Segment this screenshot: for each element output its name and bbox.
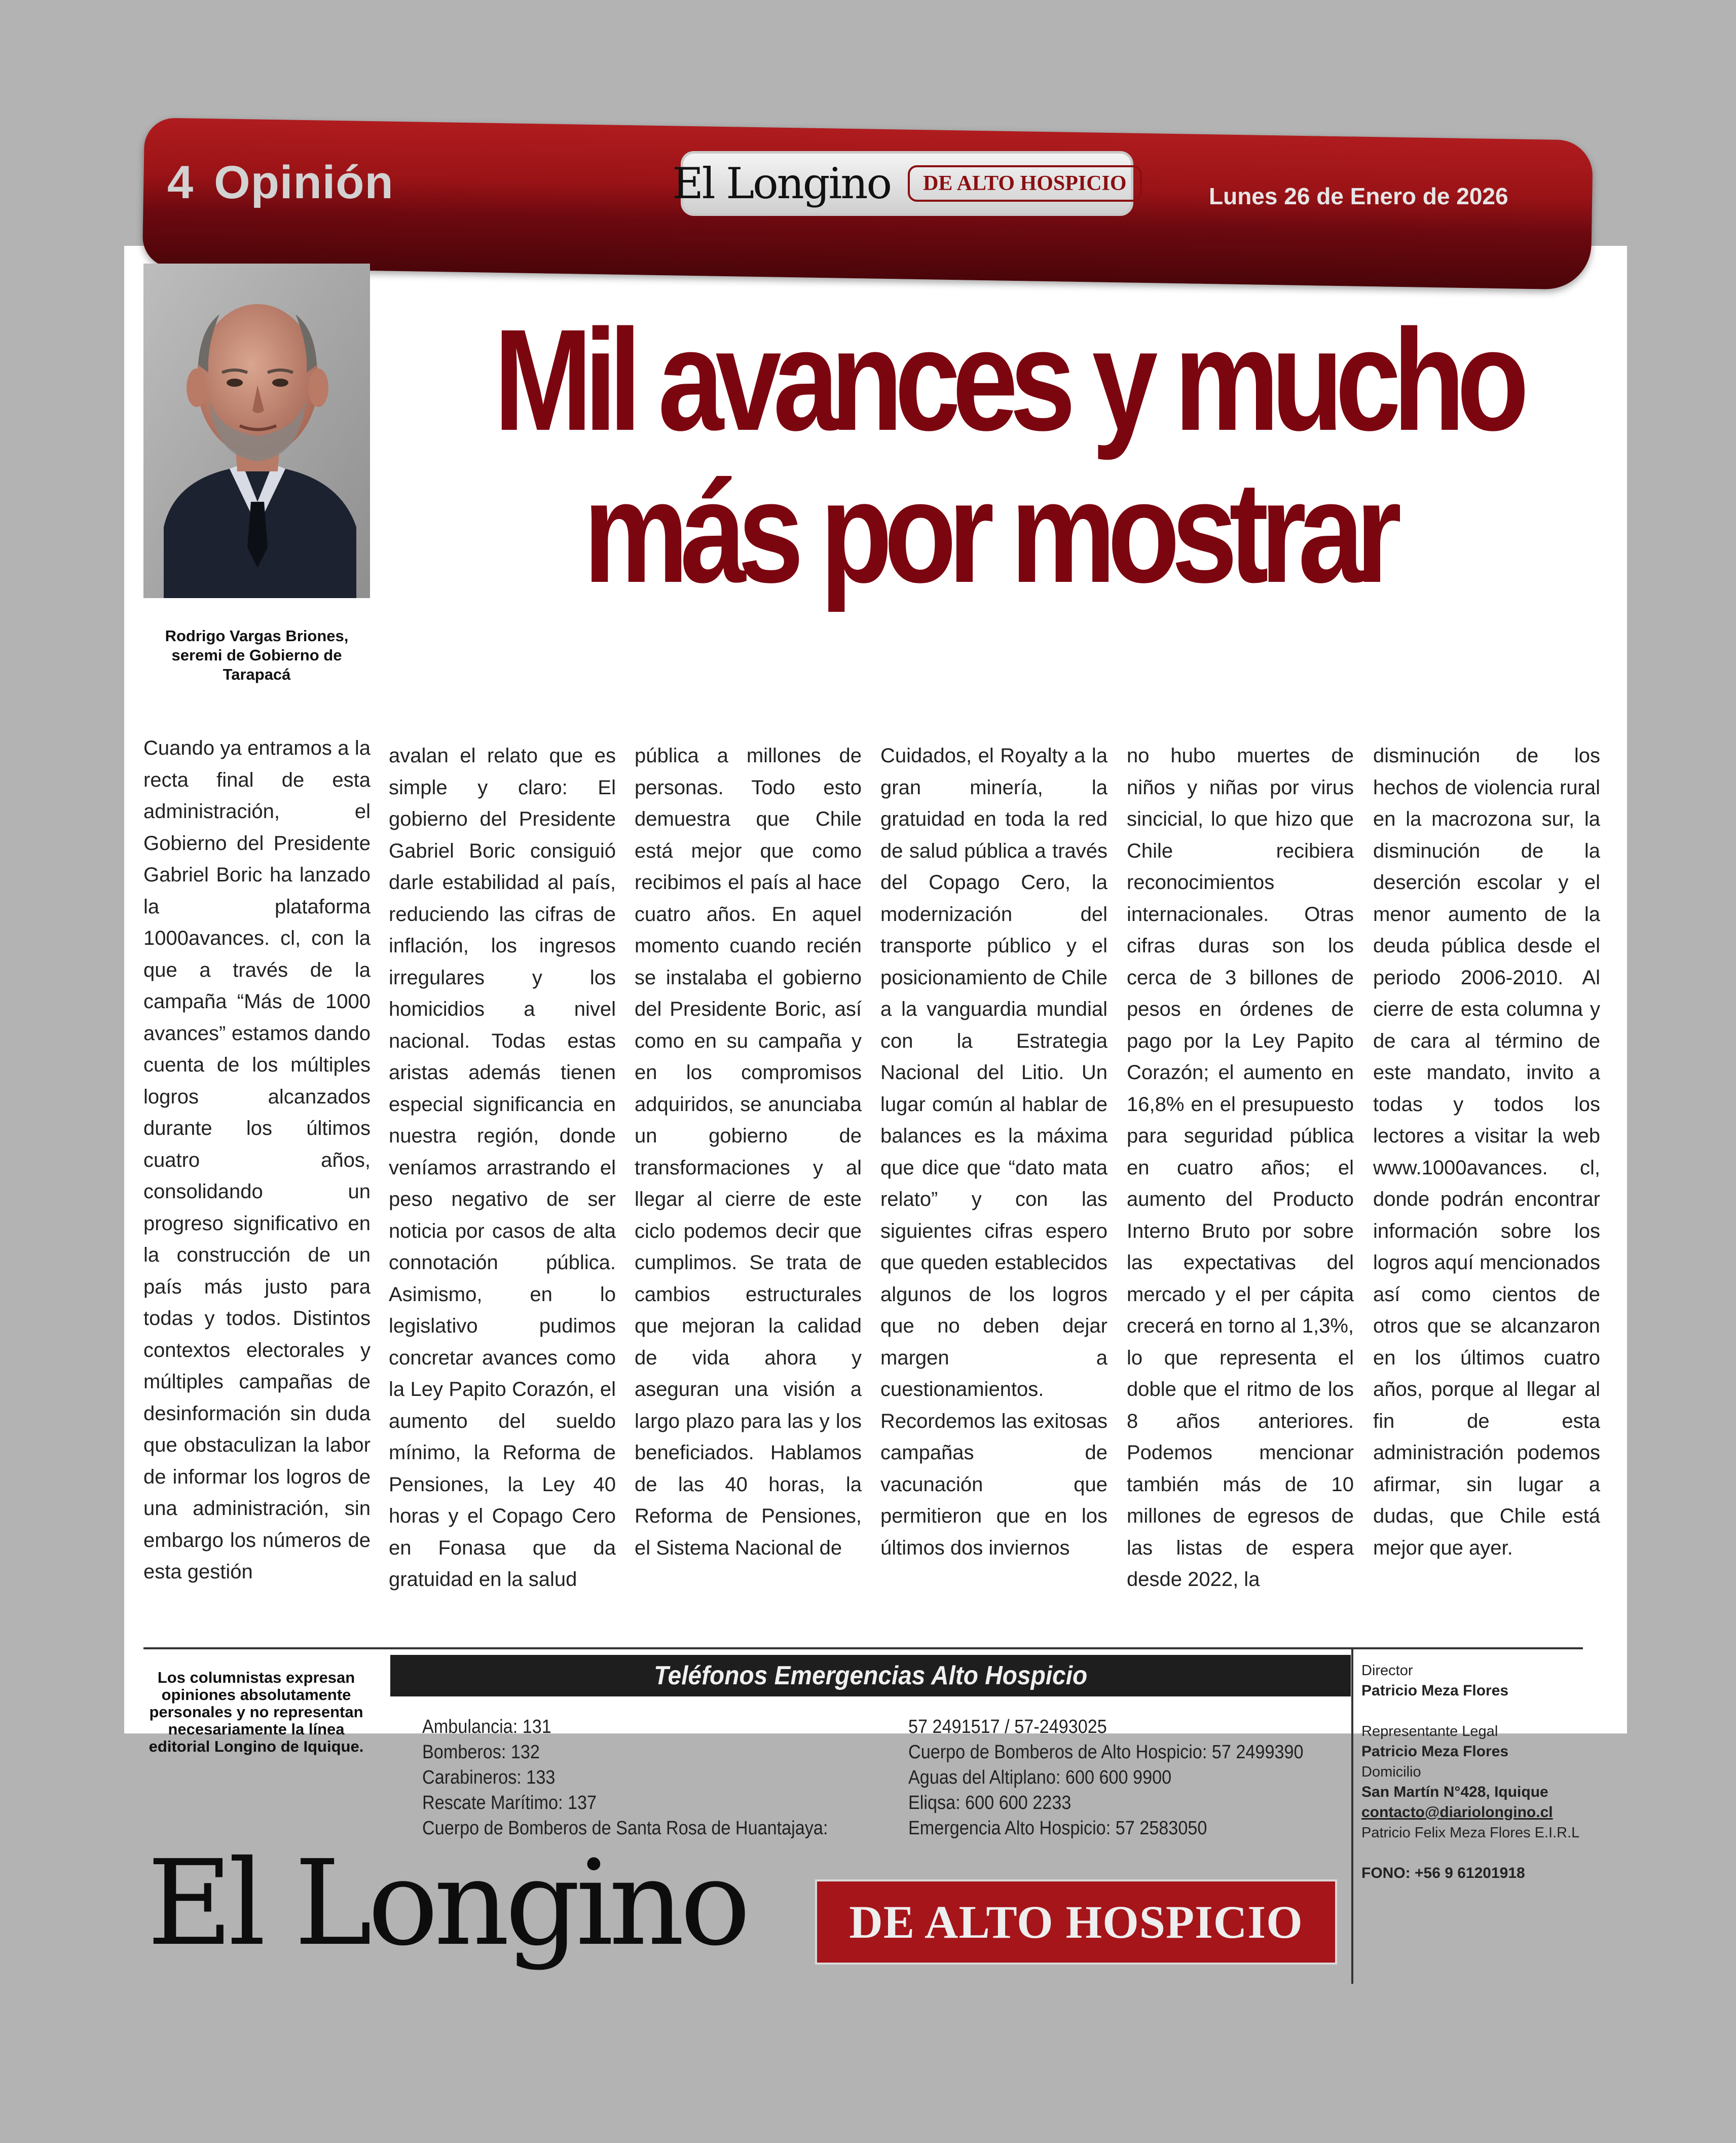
headline-line: más por mostrar (583, 452, 1394, 613)
emergency-phones-title-text: Teléfonos Emergencias Alto Hospicio (653, 1661, 1088, 1690)
legal-rep-label: Representante Legal (1361, 1723, 1498, 1740)
article-column-1 (143, 732, 371, 1588)
phone-entry: Eliqsa: 600 600 2233 (908, 1792, 1072, 1814)
phone-entry: Carabineros: 133 (422, 1767, 556, 1788)
publisher-credits (1361, 1660, 1625, 1883)
article-text: avalan el relato que es simple y claro: El gobierno del Presidente Gabriel Boric consiguió darle estabilidad al país, reduciendo las cifras de inflación, los ingresos irregulares y los homicidios a nivel nacional. Todas estas aristas además tienen especial significancia en nuestra región, donde veníamos arrastrando el peso negativo de ser noticia por casos de alta connotación pública. Asimismo, en lo legislativo pudimos concretar avances como la Ley Papito Corazón, el aumento del sueldo mínimo, la Reforma de Pensiones, la Ley 40 horas y el Copago Cero en Fonasa que da gratuidad en la salud (389, 745, 616, 1591)
emergency-phones-left (422, 1714, 873, 1841)
section-name: Opinión (214, 157, 394, 208)
company-name: Patricio Felix Meza Flores E.I.R.L (1361, 1825, 1580, 1841)
director-name: Patricio Meza Flores (1361, 1682, 1509, 1699)
phone-entry: Cuerpo de Bomberos de Santa Rosa de Huantajaya: (422, 1818, 828, 1839)
director-label: Director (1361, 1662, 1413, 1679)
phone-entry: Ambulancia: 131 (422, 1716, 551, 1738)
masthead-logo-tag: DE ALTO HOSPICIO (815, 1879, 1337, 1965)
phone-entry: Aguas del Altiplano: 600 600 9900 (908, 1767, 1172, 1788)
author-caption-line: Tarapacá (223, 666, 291, 683)
article-column-6 (1373, 740, 1600, 1564)
credits-divider (1351, 1649, 1353, 1984)
address-value: San Martín N°428, Iquique (1361, 1784, 1548, 1800)
article-text: Cuidados, el Royalty a la gran minería, la gratuidad en toda la red de salud pública a través del Copago Cero, la modernización del transporte público y el posicionamiento de Chile a la vanguardia mundial con la Estrategia Nacional del Litio. Un lugar común al hablar de balances es la máxima que dice que “dato mata relato” y con las siguientes cifras espero que queden establecidos algunos de los logros que no deben dejar margen a cuestionamientos. Recordemos las exitosas campañas de vacunación que permitieron que en los últimos dos inviernos (880, 745, 1107, 1559)
columnist-disclaimer: Los columnistas expresan opiniones absolutamente personales y no representan necesariamente la línea editorial Longino de Iquique. (149, 1669, 364, 1755)
header-logo (672, 151, 1133, 216)
article-column-5 (1127, 740, 1354, 1596)
article-text: disminución de los hechos de violencia rural en la macrozona sur, la disminución de la deserción escolar y el menor aumento de la deuda pública desde el periodo 2006-2010. Al cierre de esta columna y de cara al término de este mandato, invito a todas y todos los lectores a visitar la web www.1000avances. cl, donde podrán encontrar información sobre los logros aquí mencionados así como cientos de otros que se alcanzaron en los últimos cuatro años, porque al llegar al fin de esta administración podemos afirmar, sin lugar a dudas, que Chile está mejor que ayer. (1373, 745, 1600, 1559)
article-column-4 (880, 740, 1107, 1564)
author-portrait-illustration (143, 264, 370, 598)
contact-phone: FONO: +56 9 61201918 (1361, 1865, 1525, 1881)
article-headline (494, 300, 1521, 613)
article-column-3 (635, 740, 862, 1564)
author-caption-line: seremi de Gobierno de (171, 646, 342, 664)
legal-rep-name: Patricio Meza Flores (1361, 1743, 1509, 1760)
author-caption (143, 626, 370, 684)
footer-divider (143, 1647, 1583, 1649)
author-photo (143, 264, 370, 598)
headline-line: Mil avances y mucho (494, 300, 1521, 461)
masthead-logo-name: El Longino (147, 1835, 747, 1972)
phone-entry: Cuerpo de Bomberos de Alto Hospicio: 57 2499390 (908, 1742, 1304, 1763)
article-text: Cuando ya entramos a la recta final de esta administración, el Gobierno del Presidente Gabriel Boric ha lanzado la plataforma 1000avances. cl, con la que a través de la campaña “Más de 1000 avances” estamos dando cuenta de los múltiples logros alcanzados durante los últimos cuatro años, consolidando un progreso significativo en la construcción de un país más justo para todas y todos. Distintos contextos electorales y múltiples campañas de desinformación sin duda que obstaculizan la labor de informar los logros de una administración, sin embargo los números de esta gestión (143, 737, 371, 1583)
article-column-2 (389, 740, 616, 1596)
article-text: pública a millones de personas. Todo esto demuestra que Chile está mejor que como recibimos el país al hace cuatro años. En aquel momento cuando recién se instalaba el gobierno del Presidente Boric, así como en su campaña y en los compromisos adquiridos, se anunciaba un gobierno de transformaciones y al llegar al cierre de este ciclo podemos decir que cumplimos. Se trata de cambios estructurales que mejoran la calidad de vida ahora y aseguran una visión a largo plazo para las y los beneficiados. Hablamos de las 40 horas, la Reforma de Pensiones, el Sistema Nacional de (635, 745, 862, 1559)
emergency-phones-title (390, 1655, 1351, 1696)
phone-entry: Rescate Marítimo: 137 (422, 1792, 597, 1814)
issue-date: Lunes 26 de Enero de 2026 (1209, 183, 1508, 209)
author-caption-line: Rodrigo Vargas Briones, (165, 627, 349, 645)
phone-entry: Emergencia Alto Hospicio: 57 2583050 (908, 1818, 1207, 1839)
phone-entry: Bomberos: 132 (422, 1742, 540, 1763)
article-text: no hubo muertes de niños y niñas por virus sincicial, lo que hizo que Chile recibiera reconocimientos internacionales. Otras cifras duras son los cerca de 3 billones de pesos en órdenes de pago por la Ley Papito Corazón; el aumento en 16,8% en el presupuesto para seguridad pública en cuatro años; el aumento del Producto Interno Bruto por sobre las expectativas del mercado y el per cápita crecerá en torno al 1,3%, lo que representa el doble que el ritmo de los 8 años anteriores. Podemos mencionar también más de 10 millones de egresos de las listas de espera desde 2022, la (1127, 745, 1354, 1591)
contact-email-link[interactable]: contacto@diariolongino.cl (1361, 1804, 1553, 1821)
emergency-phones-right (908, 1714, 1347, 1841)
header-logo-name: El Longino (672, 159, 891, 208)
address-label: Domicilio (1361, 1764, 1421, 1780)
phone-entry: 57 2491517 / 57-2493025 (908, 1716, 1107, 1738)
page-number: 4 (167, 157, 194, 208)
header-logo-tag: DE ALTO HOSPICIO (908, 165, 1141, 202)
section-label (167, 152, 394, 213)
